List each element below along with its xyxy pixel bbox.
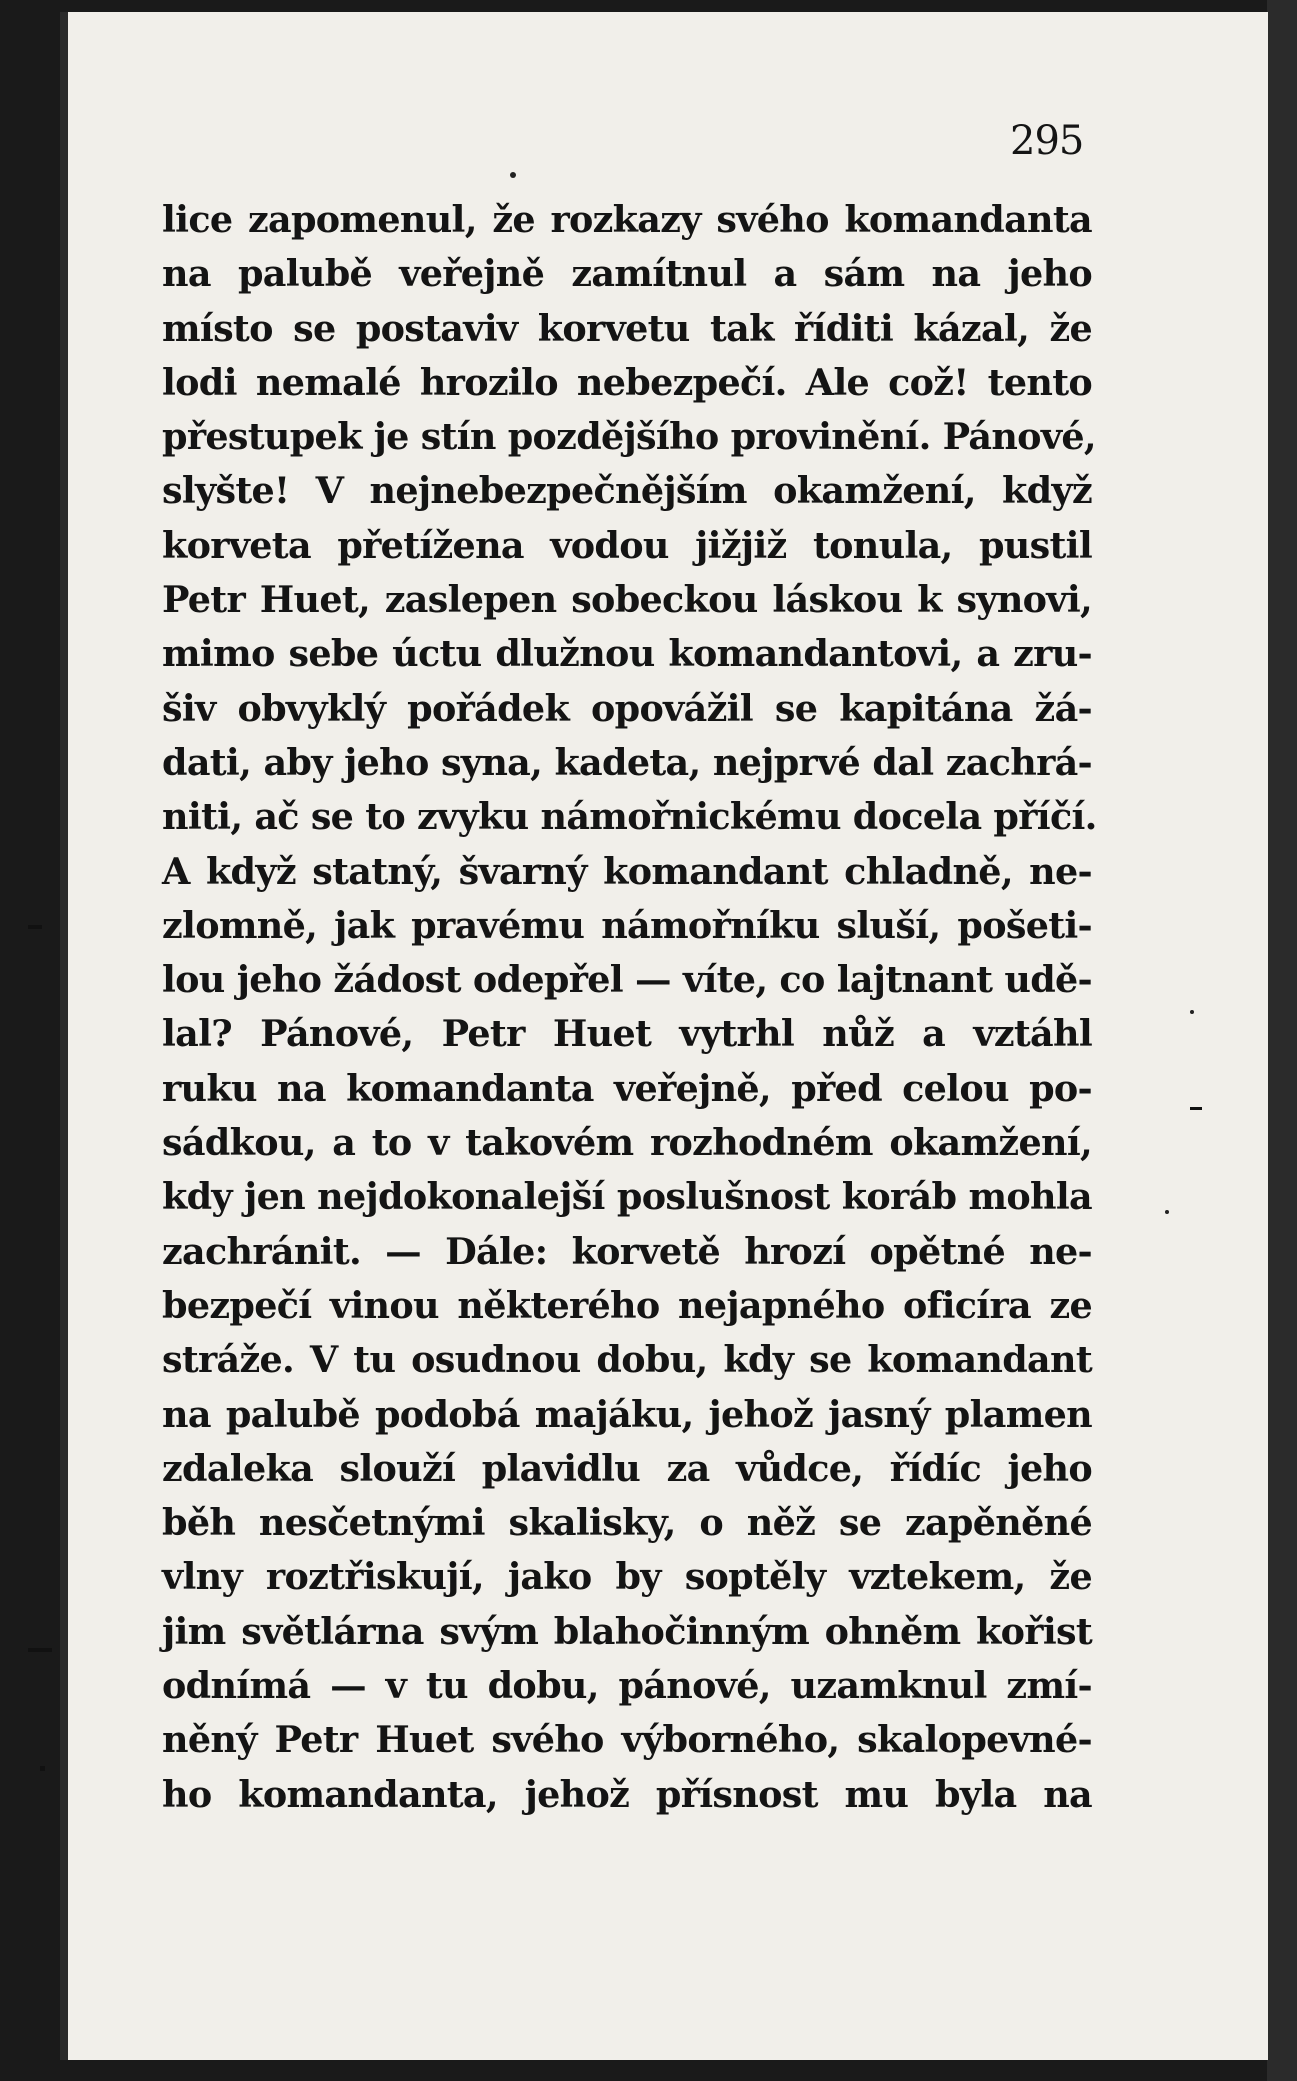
text-line: šiv obvyklý pořádek opovážil se kapitána žá- [162,686,1092,730]
text-line: zdaleka slouží plavidlu za vůdce, řídíc jeho [162,1446,1092,1490]
text-line: ruku na komandanta veřejně, před celou po- [162,1066,1092,1110]
text-line: běh nesčetnými skalisky, o něž se zapěněné [162,1501,1092,1545]
text-line: korveta přetížena vodou jižjiž tonula, pustil [162,523,1092,567]
scan-speck [1165,1210,1169,1214]
text-line: přestupek je stín pozdějšího provinění. Pánové, [162,415,1096,459]
text-line: mimo sebe úctu dlužnou komandantovi, a zru- [162,632,1092,676]
text-line: niti, ač se to zvyku námořnickému docela příčí. [162,795,1097,839]
text-line: Petr Huet, zaslepen sobeckou láskou k synovi, [162,578,1092,622]
text-line: bezpečí vinou některého nejapného oficíra ze [162,1283,1092,1327]
text-line: zlomně, jak pravému námořníku sluší, pošeti- [162,903,1092,947]
text-line: kdy jen nejdokonalejší poslušnost koráb mohla [162,1175,1092,1219]
text-line: lou jeho žádost odepřel — víte, co lajtnant udě- [162,958,1092,1002]
text-line: slyšte! V nejnebezpečnějším okamžení, když [162,469,1092,513]
text-line: stráže. V tu osudnou dobu, kdy se komandant [162,1338,1092,1382]
page-number: 295 [1010,118,1084,164]
text-line: něný Petr Huet svého výborného, skalopevné- [162,1718,1092,1762]
text-line: A když statný, švarný komandant chladně, ne- [162,849,1092,893]
text-line: místo se postaviv korvetu tak říditi kázal, že [162,306,1092,350]
text-line: zachránit. — Dále: korvetě hrozí opětné ne- [162,1229,1092,1273]
body-text [162,193,1097,1822]
scan-right-edge [1267,0,1297,2081]
text-line: ho komandanta, jehož přísnost mu byla na [162,1772,1092,1816]
scan-speck [510,172,516,178]
text-line: dati, aby jeho syna, kadeta, nejprvé dal zachrá- [162,740,1092,784]
text-line: lodi nemalé hrozilo nebezpečí. Ale což! tento [162,360,1092,404]
text-line: vlny roztřiskují, jako by soptěly vztekem, že [162,1555,1092,1599]
scan-speck [1190,1010,1194,1014]
margin-mark [40,1766,45,1771]
text-line: lice zapomenul, že rozkazy svého komandanta [162,198,1092,241]
text-line: na palubě podobá majáku, jehož jasný plamen [162,1392,1092,1436]
margin-mark [28,1648,52,1652]
text-line: lal? Pánové, Petr Huet vytrhl nůž a vztáhl [162,1012,1092,1056]
margin-mark [28,925,42,929]
text-line: odnímá — v tu dobu, pánové, uzamknul zmí- [162,1664,1092,1708]
text-line: na palubě veřejně zamítnul a sám na jeho [162,252,1092,296]
text-line: sádkou, a to v takovém rozhodném okamžení, [162,1121,1092,1165]
margin-mark [1190,1107,1202,1110]
text-line: jim světlárna svým blahočinným ohněm kořist [162,1609,1092,1653]
